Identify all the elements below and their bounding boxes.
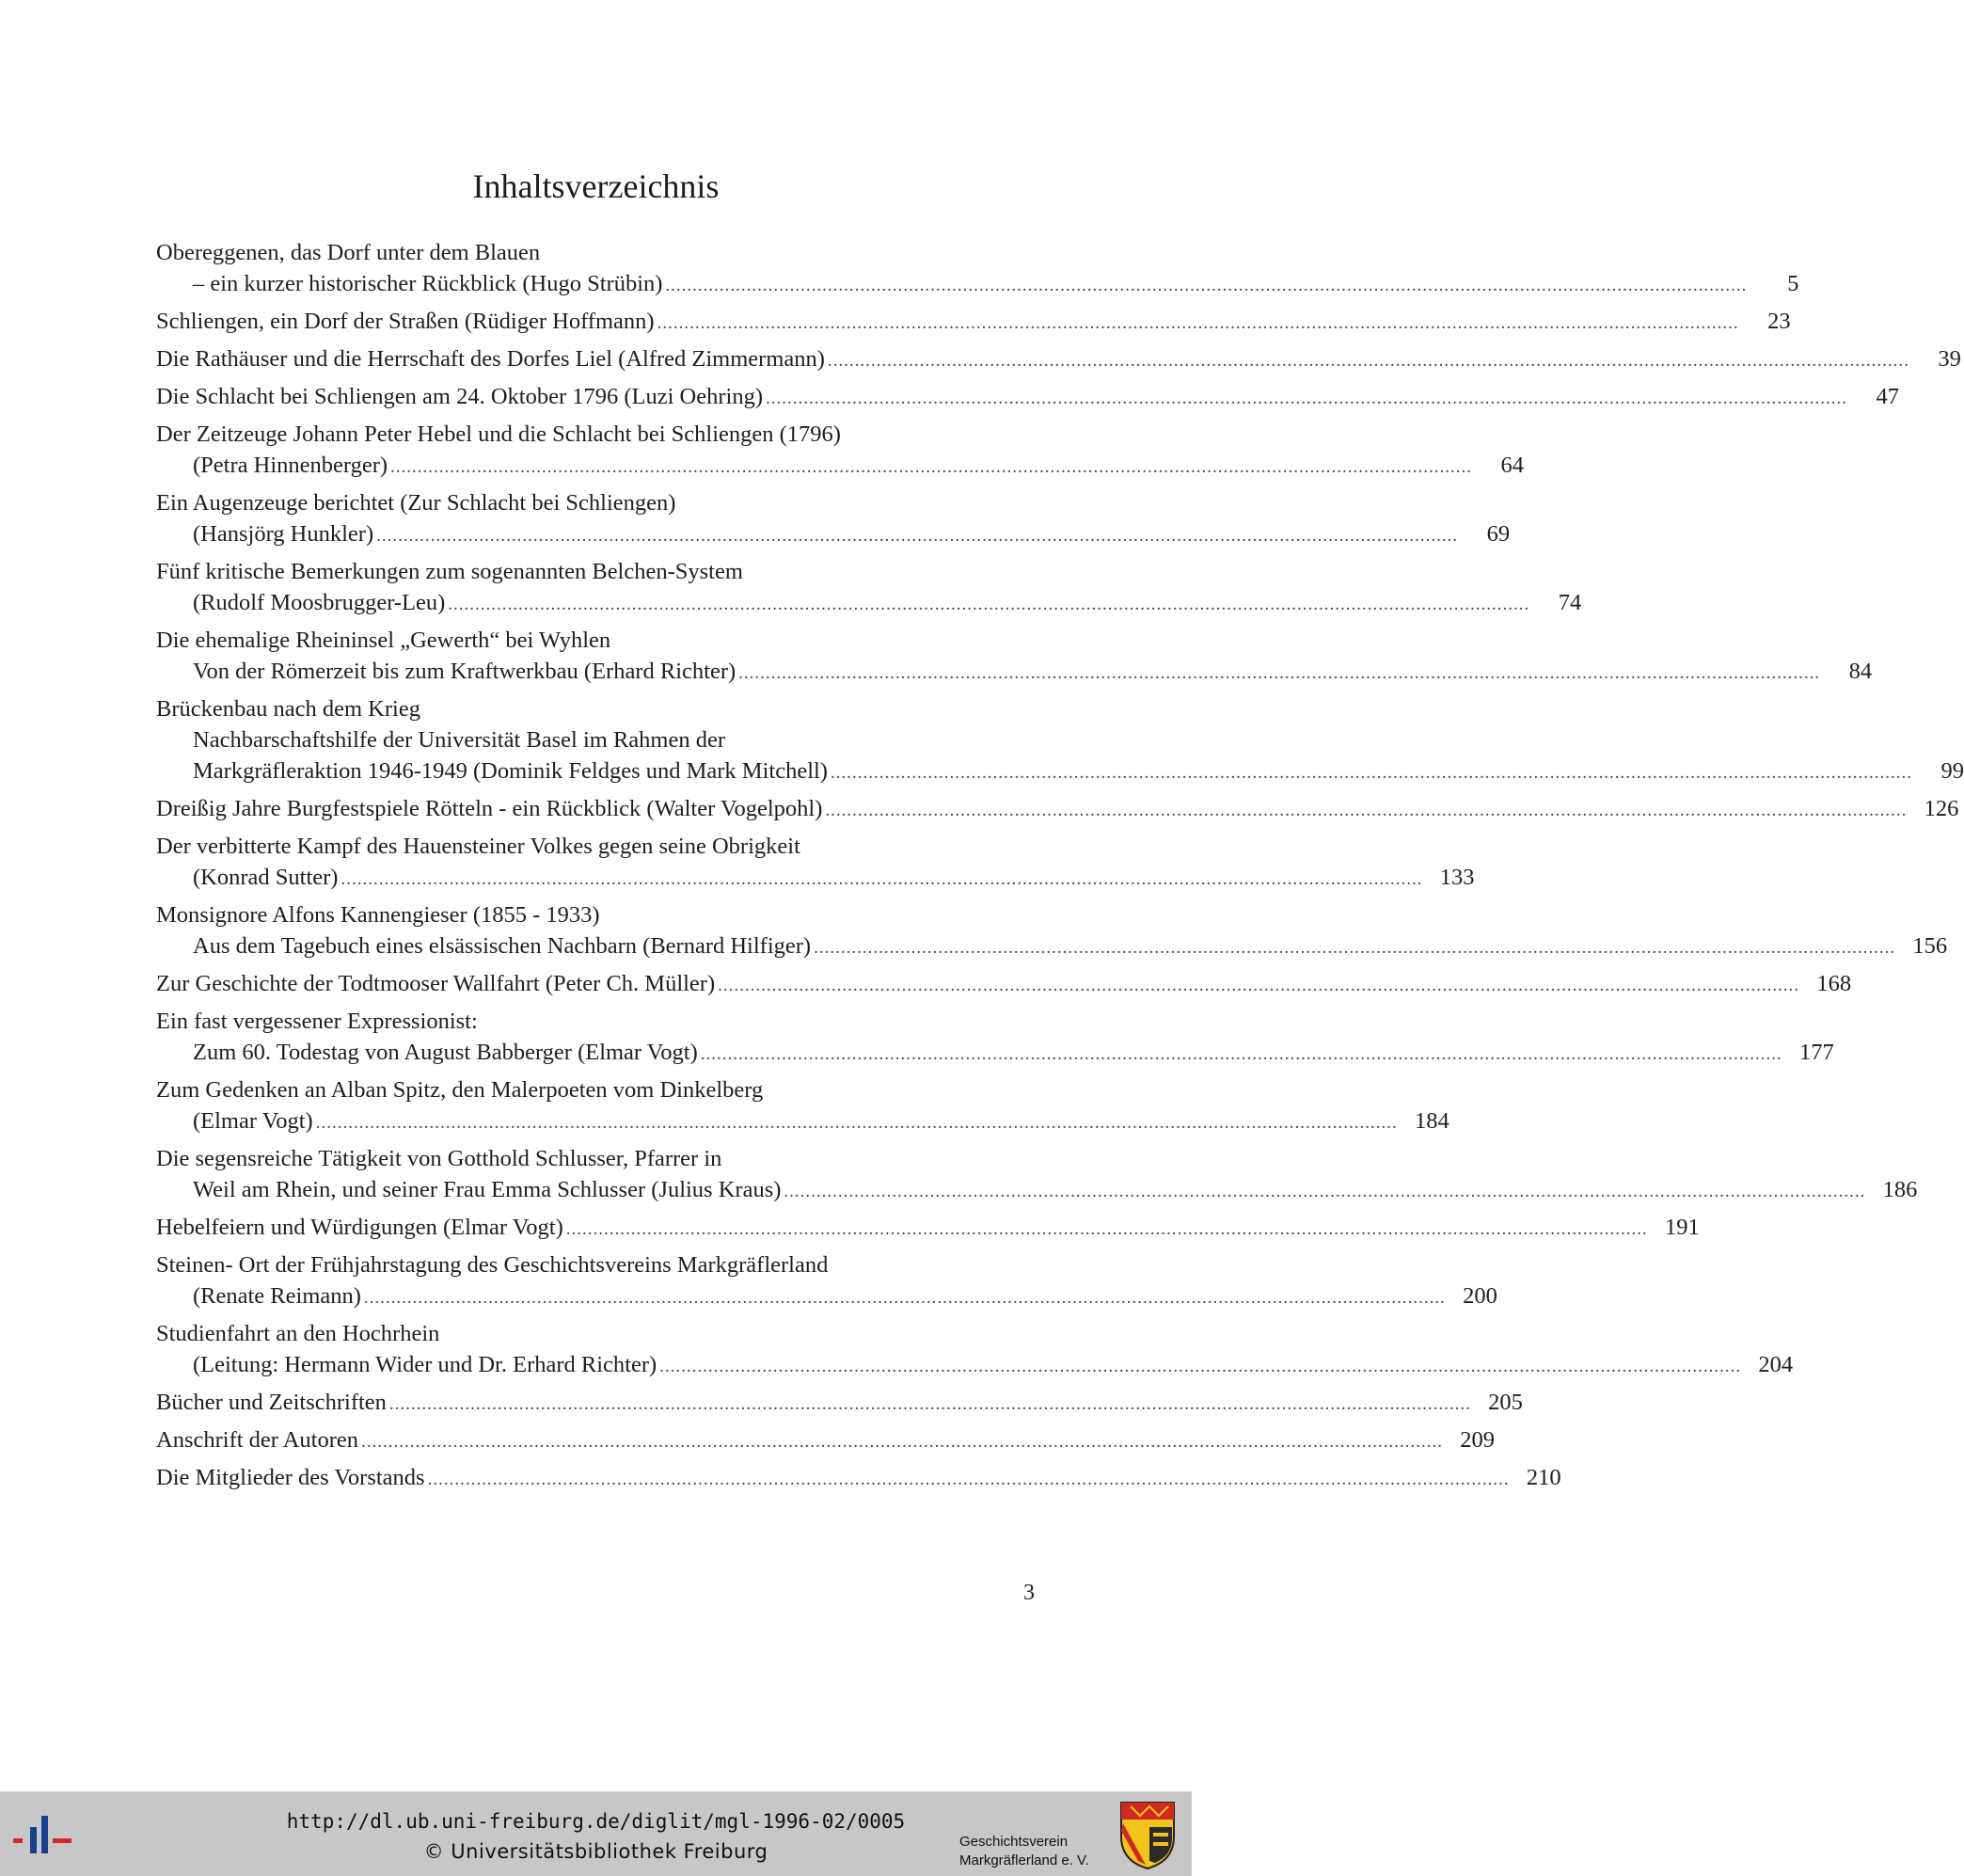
- toc-entry-line: [156, 1074, 1036, 1105]
- toc-entry-title: (Konrad Sutter): [193, 865, 339, 890]
- dot-leader: ........................................................................................................................................................................................................: [427, 1470, 1510, 1489]
- toc-entry-line: [156, 862, 1475, 893]
- toc-page-number: 186: [1882, 1177, 1918, 1202]
- toc-entry-title: Ein fast vergessener Expressionist:: [156, 1009, 478, 1034]
- toc-page-number: 156: [1912, 933, 1948, 959]
- toc-entry-line: [156, 1174, 1918, 1205]
- toc-entry-line: [156, 268, 1799, 299]
- toc-entry-title: Die Schlacht bei Schliengen am 24. Oktober 1796 (Luzi Oehring): [156, 384, 763, 409]
- toc-entry-line: [156, 1424, 1495, 1455]
- society-name-line-2: Markgräflerland e. V.: [959, 1852, 1089, 1868]
- toc-entry-line: [156, 237, 1036, 268]
- toc-entry-title: Zur Geschichte der Todtmooser Wallfahrt (Peter Ch. Müller): [156, 971, 716, 996]
- toc-entry-line: [156, 1006, 1036, 1037]
- toc-entry-title: Brückenbau nach dem Krieg: [156, 696, 420, 722]
- toc-entry-line: [156, 1249, 1036, 1280]
- toc-entry[interactable]: [156, 1143, 1918, 1205]
- toc-entry[interactable]: [156, 968, 1852, 999]
- toc-entry-title: Bücher und Zeitschriften: [156, 1390, 387, 1415]
- toc-page-number: 200: [1463, 1283, 1497, 1309]
- toc-entry-line: [156, 381, 1899, 412]
- dot-leader: ........................................................................................................................................................................................................: [766, 389, 1847, 408]
- dot-leader: ........................................................................................................................................................................................................: [784, 1182, 1866, 1201]
- toc-entry-title: Die Rathäuser und die Herrschaft des Dorfes Liel (Alfred Zimmermann): [156, 346, 825, 372]
- toc-entry[interactable]: [156, 556, 1582, 618]
- dot-leader: ........................................................................................................................................................................................................: [718, 976, 1800, 995]
- dot-leader: ........................................................................................................................................................................................................: [827, 351, 1909, 371]
- toc-entry-line: [156, 1280, 1497, 1312]
- toc-entry-line: [156, 793, 1959, 824]
- toc-entry-line: [156, 831, 1036, 862]
- toc-entry-title: Die segensreiche Tätigkeit von Gotthold Schlusser, Pfarrer in: [156, 1146, 722, 1171]
- toc-entry-title: Steinen- Ort der Frühjahrstagung des Geschichtsvereins Markgräflerland: [156, 1252, 829, 1278]
- table-of-contents: [156, 237, 1964, 1500]
- toc-page-number: 23: [1767, 309, 1791, 334]
- toc-page-number: 204: [1758, 1352, 1794, 1377]
- toc-entry-title: Dreißig Jahre Burgfestspiele Rötteln - ein Rückblick (Walter Vogelpohl): [156, 796, 823, 821]
- toc-page-number: 209: [1460, 1427, 1495, 1453]
- dot-leader: ........................................................................................................................................................................................................: [657, 313, 1739, 333]
- page-title: Inhaltsverzeichnis: [472, 167, 720, 205]
- toc-entry[interactable]: [156, 793, 1959, 824]
- toc-entry-line: [156, 518, 1511, 549]
- toc-page-number: 210: [1526, 1465, 1561, 1490]
- toc-entry[interactable]: [156, 1006, 1834, 1068]
- toc-entry-title: (Rudolf Moosbrugger-Leu): [193, 590, 446, 615]
- page-number: 3: [1023, 1581, 1035, 1605]
- toc-entry-title: Von der Römerzeit bis zum Kraftwerkbau (Erhard Richter): [193, 659, 736, 684]
- toc-entry[interactable]: [156, 1318, 1794, 1380]
- toc-page-number: 191: [1664, 1215, 1700, 1240]
- toc-entry-line: [156, 1212, 1700, 1243]
- toc-entry-line: [156, 1349, 1794, 1380]
- toc-entry-title: (Elmar Vogt): [193, 1108, 313, 1134]
- toc-entry-title: Monsignore Alfons Kannengieser (1855 - 1933): [156, 902, 600, 928]
- toc-entry[interactable]: [156, 1424, 1495, 1455]
- footer-bar: [0, 1791, 1192, 1876]
- toc-page-number: 168: [1816, 971, 1852, 996]
- toc-page-number: 205: [1488, 1390, 1523, 1415]
- dot-leader: ........................................................................................................................................................................................................: [814, 938, 1896, 958]
- toc-entry-title: Schliengen, ein Dorf der Straßen (Rüdiger Hoffmann): [156, 309, 655, 334]
- dot-leader: ........................................................................................................................................................................................................: [388, 1394, 1471, 1414]
- dot-leader: ........................................................................................................................................................................................................: [341, 869, 1423, 889]
- toc-page-number: 133: [1439, 865, 1475, 890]
- toc-entry[interactable]: [156, 419, 1525, 481]
- toc-entry-line: [156, 1387, 1523, 1418]
- toc-entry-title: Weil am Rhein, und seiner Frau Emma Schlusser (Julius Kraus): [193, 1177, 782, 1202]
- toc-entry[interactable]: [156, 487, 1511, 549]
- toc-entry-title: Die ehemalige Rheininsel „Gewerth“ bei Wyhlen: [156, 628, 611, 653]
- toc-entry-line: [156, 724, 1036, 755]
- toc-page-number: 99: [1940, 758, 1964, 784]
- dot-leader: ........................................................................................................................................................................................................: [825, 801, 1908, 820]
- toc-entry-line: [156, 1318, 1036, 1349]
- toc-entry-title: Obereggenen, das Dorf unter dem Blauen: [156, 240, 541, 265]
- toc-entry[interactable]: [156, 1387, 1523, 1418]
- coat-of-arms-icon[interactable]: [1117, 1799, 1178, 1870]
- toc-entry[interactable]: [156, 1212, 1700, 1243]
- toc-entry-title: Studienfahrt an den Hochrhein: [156, 1321, 440, 1346]
- toc-entry-line: [156, 343, 1961, 374]
- toc-entry-line: [156, 1462, 1561, 1493]
- toc-entry[interactable]: [156, 693, 1964, 787]
- toc-entry-title: Fünf kritische Bemerkungen zum sogenannten Belchen-System: [156, 559, 743, 584]
- dot-leader: ........................................................................................................................................................................................................: [363, 1288, 1446, 1308]
- toc-entry-line: [156, 450, 1525, 481]
- dot-leader: ........................................................................................................................................................................................................: [659, 1357, 1742, 1376]
- toc-entry-line: [156, 656, 1873, 687]
- toc-entry[interactable]: [156, 1462, 1561, 1493]
- dot-leader: ........................................................................................................................................................................................................: [700, 1044, 1782, 1064]
- toc-page-number: 39: [1938, 346, 1961, 372]
- toc-entry-title: Zum 60. Todestag von August Babberger (Elmar Vogt): [193, 1040, 698, 1065]
- toc-entry-line: [156, 1037, 1834, 1068]
- toc-entry-title: (Renate Reimann): [193, 1283, 361, 1309]
- source-url-link[interactable]: http://dl.ub.uni-freiburg.de/diglit/mgl-1996-02/0005: [286, 1810, 906, 1833]
- toc-entry-line: [156, 899, 1036, 930]
- toc-entry-line: [156, 1105, 1449, 1137]
- toc-page-number: 84: [1848, 659, 1873, 684]
- toc-entry-line: [156, 1143, 1036, 1174]
- toc-entry-title: (Hansjörg Hunkler): [193, 521, 374, 547]
- toc-entry-title: Ein Augenzeuge berichtet (Zur Schlacht bei Schliengen): [156, 490, 676, 516]
- toc-page-number: 74: [1558, 590, 1582, 615]
- dot-leader: ........................................................................................................................................................................................................: [361, 1432, 1443, 1452]
- toc-entry[interactable]: [156, 1074, 1449, 1137]
- dot-leader: ........................................................................................................................................................................................................: [738, 663, 1821, 683]
- toc-entry[interactable]: [156, 831, 1475, 893]
- toc-entry-line: [156, 487, 1036, 518]
- toc-page-number: 64: [1500, 453, 1525, 478]
- toc-entry-line: [156, 587, 1582, 618]
- toc-page-number: 69: [1486, 521, 1511, 547]
- toc-entry-line: [156, 968, 1852, 999]
- toc-entry-line: [156, 556, 1036, 587]
- toc-entry-line: [156, 755, 1964, 787]
- toc-entry-line: [156, 306, 1791, 337]
- toc-entry[interactable]: [156, 1249, 1497, 1312]
- dot-leader: ........................................................................................................................................................................................................: [448, 595, 1530, 614]
- toc-entry-title: Nachbarschaftshilfe der Universität Basel im Rahmen der: [193, 727, 726, 753]
- society-name-line-1: Geschichtsverein: [959, 1834, 1069, 1850]
- toc-entry[interactable]: [156, 306, 1791, 337]
- toc-entry-title: Anschrift der Autoren: [156, 1427, 358, 1453]
- society-name: [959, 1833, 1089, 1870]
- toc-entry-title: (Leitung: Hermann Wider und Dr. Erhard Richter): [193, 1352, 657, 1377]
- toc-entry-line: [156, 419, 1036, 450]
- toc-entry-title: (Petra Hinnenberger): [193, 453, 388, 478]
- toc-entry-line: [156, 930, 1948, 962]
- toc-entry[interactable]: [156, 625, 1873, 687]
- copyright-notice: © Universitätsbibliothek Freiburg: [423, 1840, 768, 1863]
- toc-entry-title: Hebelfeiern und Würdigungen (Elmar Vogt): [156, 1215, 563, 1240]
- toc-entry-title: Zum Gedenken an Alban Spitz, den Malerpoeten vom Dinkelberg: [156, 1077, 764, 1103]
- toc-entry[interactable]: [156, 237, 1799, 299]
- toc-entry-line: [156, 693, 1036, 724]
- toc-page-number: 184: [1414, 1108, 1449, 1134]
- toc-page-number: 47: [1876, 384, 1899, 409]
- dot-leader: ........................................................................................................................................................................................................: [315, 1113, 1398, 1133]
- dot-leader: ........................................................................................................................................................................................................: [830, 763, 1912, 783]
- toc-entry-title: Aus dem Tagebuch eines elsässischen Nachbarn (Bernard Hilfiger): [193, 933, 812, 959]
- toc-entry[interactable]: [156, 899, 1948, 962]
- toc-page-number: 126: [1924, 796, 1959, 821]
- dot-leader: ........................................................................................................................................................................................................: [565, 1219, 1648, 1239]
- toc-entry-line: [156, 625, 1036, 656]
- dot-leader: ........................................................................................................................................................................................................: [376, 526, 1459, 546]
- toc-entry[interactable]: [156, 381, 1899, 412]
- toc-entry-title: – ein kurzer historischer Rückblick (Hugo Strübin): [193, 271, 663, 296]
- toc-page-number: 177: [1799, 1040, 1834, 1065]
- toc-entry-title: Der verbitterte Kampf des Hauensteiner Volkes gegen seine Obrigkeit: [156, 834, 800, 859]
- toc-entry-title: Markgräfleraktion 1946-1949 (Dominik Feldges und Mark Mitchell): [193, 758, 828, 784]
- dot-leader: ........................................................................................................................................................................................................: [665, 276, 1748, 295]
- toc-page-number: 5: [1787, 271, 1799, 296]
- toc-entry[interactable]: [156, 343, 1961, 374]
- toc-entry-title: Der Zeitzeuge Johann Peter Hebel und die Schlacht bei Schliengen (1796): [156, 421, 841, 447]
- dot-leader: ........................................................................................................................................................................................................: [390, 457, 1473, 477]
- toc-entry-title: Die Mitglieder des Vorstands: [156, 1465, 425, 1490]
